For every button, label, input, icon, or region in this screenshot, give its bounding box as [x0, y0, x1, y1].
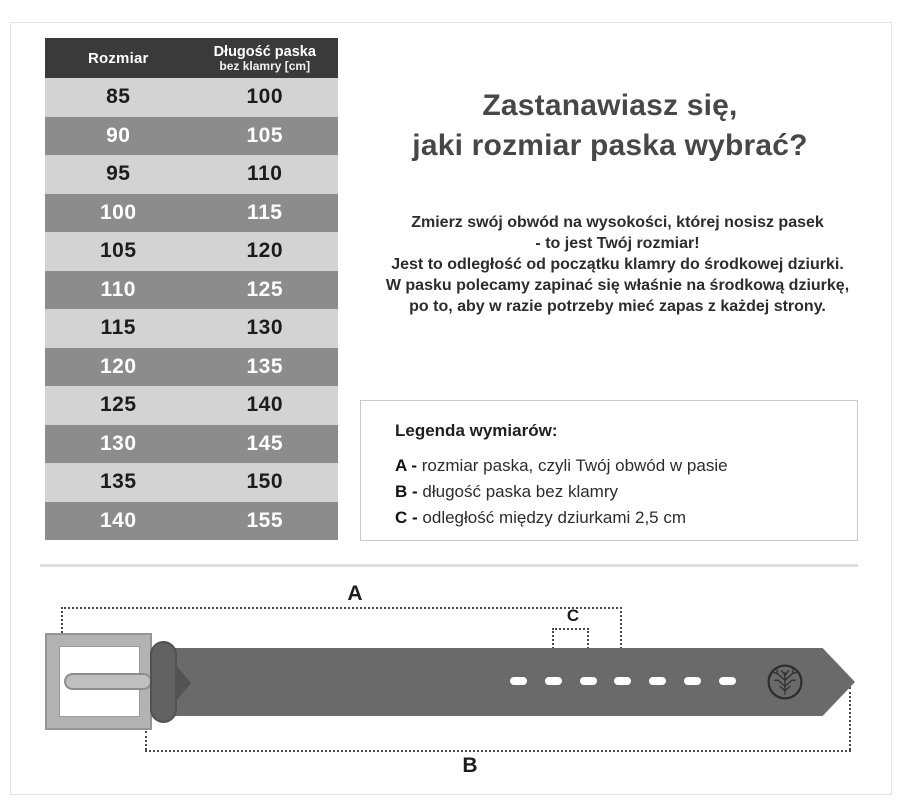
intro-line: Zmierz swój obwód na wysokości, której nosisz pasek: [411, 214, 824, 231]
dimension-line-a: [61, 607, 622, 609]
section-divider: [40, 564, 858, 567]
belt-hole: [649, 677, 666, 685]
table-row: 130 145: [45, 425, 338, 464]
belt-hole: [614, 677, 631, 685]
legend-item-b: B - długość paska bez klamry: [395, 482, 618, 501]
legend-box: [360, 400, 858, 541]
column-header-length: Długość paska bez klamry [cm]: [213, 43, 316, 73]
buckle-prong: [64, 673, 152, 690]
intro-line: W pasku polecamy zapinać się właśnie na środkową dziurkę,: [385, 277, 850, 294]
belt-buckle: [45, 633, 152, 730]
dimension-line-a-left-tick: [61, 607, 63, 633]
dimension-line-b-left-tick: [145, 731, 147, 750]
belt-hole: [510, 677, 527, 685]
table-row: 115 130: [45, 309, 338, 348]
page-title: [330, 86, 890, 166]
page-title-line2: jaki rozmiar paska wybrać?: [412, 129, 808, 162]
table-row: 95 110: [45, 155, 338, 194]
legend-title: Legenda wymiarów:: [395, 421, 558, 440]
size-table-header: [45, 38, 338, 78]
page-title-line1: Zastanawiasz się,: [482, 89, 738, 122]
tree-logo-icon: [766, 663, 804, 701]
dimension-line-c: [552, 628, 589, 630]
table-row: 90 105: [45, 117, 338, 156]
dimension-label-a: A: [347, 582, 363, 605]
belt-keeper-loop: [150, 641, 177, 723]
legend-items: [395, 453, 728, 531]
table-row: 110 125: [45, 271, 338, 310]
table-row: 105 120: [45, 232, 338, 271]
belt-hole: [684, 677, 701, 685]
legend-item-a: A - rozmiar paska, czyli Twój obwód w pasie: [395, 456, 728, 475]
legend-item-c: C - odległość między dziurkami 2,5 cm: [395, 508, 687, 527]
dimension-line-b-right-tick: [849, 687, 851, 750]
table-row: 120 135: [45, 348, 338, 387]
belt-hole: [719, 677, 736, 685]
dimension-label-b: B: [462, 754, 478, 777]
intro-line: - to jest Twój rozmiar!: [535, 235, 700, 252]
size-table: [45, 38, 338, 540]
belt-hole: [545, 677, 562, 685]
table-row: 135 150: [45, 463, 338, 502]
column-header-size: Rozmiar: [87, 49, 149, 67]
table-row: 85 100: [45, 78, 338, 117]
table-row: 100 115: [45, 194, 338, 233]
belt-hole: [580, 677, 597, 685]
intro-line: Jest to odległość od początku klamry do środkowej dziurki.: [391, 256, 844, 273]
table-row: 125 140: [45, 386, 338, 425]
intro-paragraph: [345, 212, 890, 317]
dimension-label-c: C: [566, 606, 580, 625]
table-row: 140 155: [45, 502, 338, 541]
dimension-line-b: [145, 750, 851, 752]
intro-line: po to, aby w razie potrzeby mieć zapas z każdej strony.: [409, 298, 826, 315]
